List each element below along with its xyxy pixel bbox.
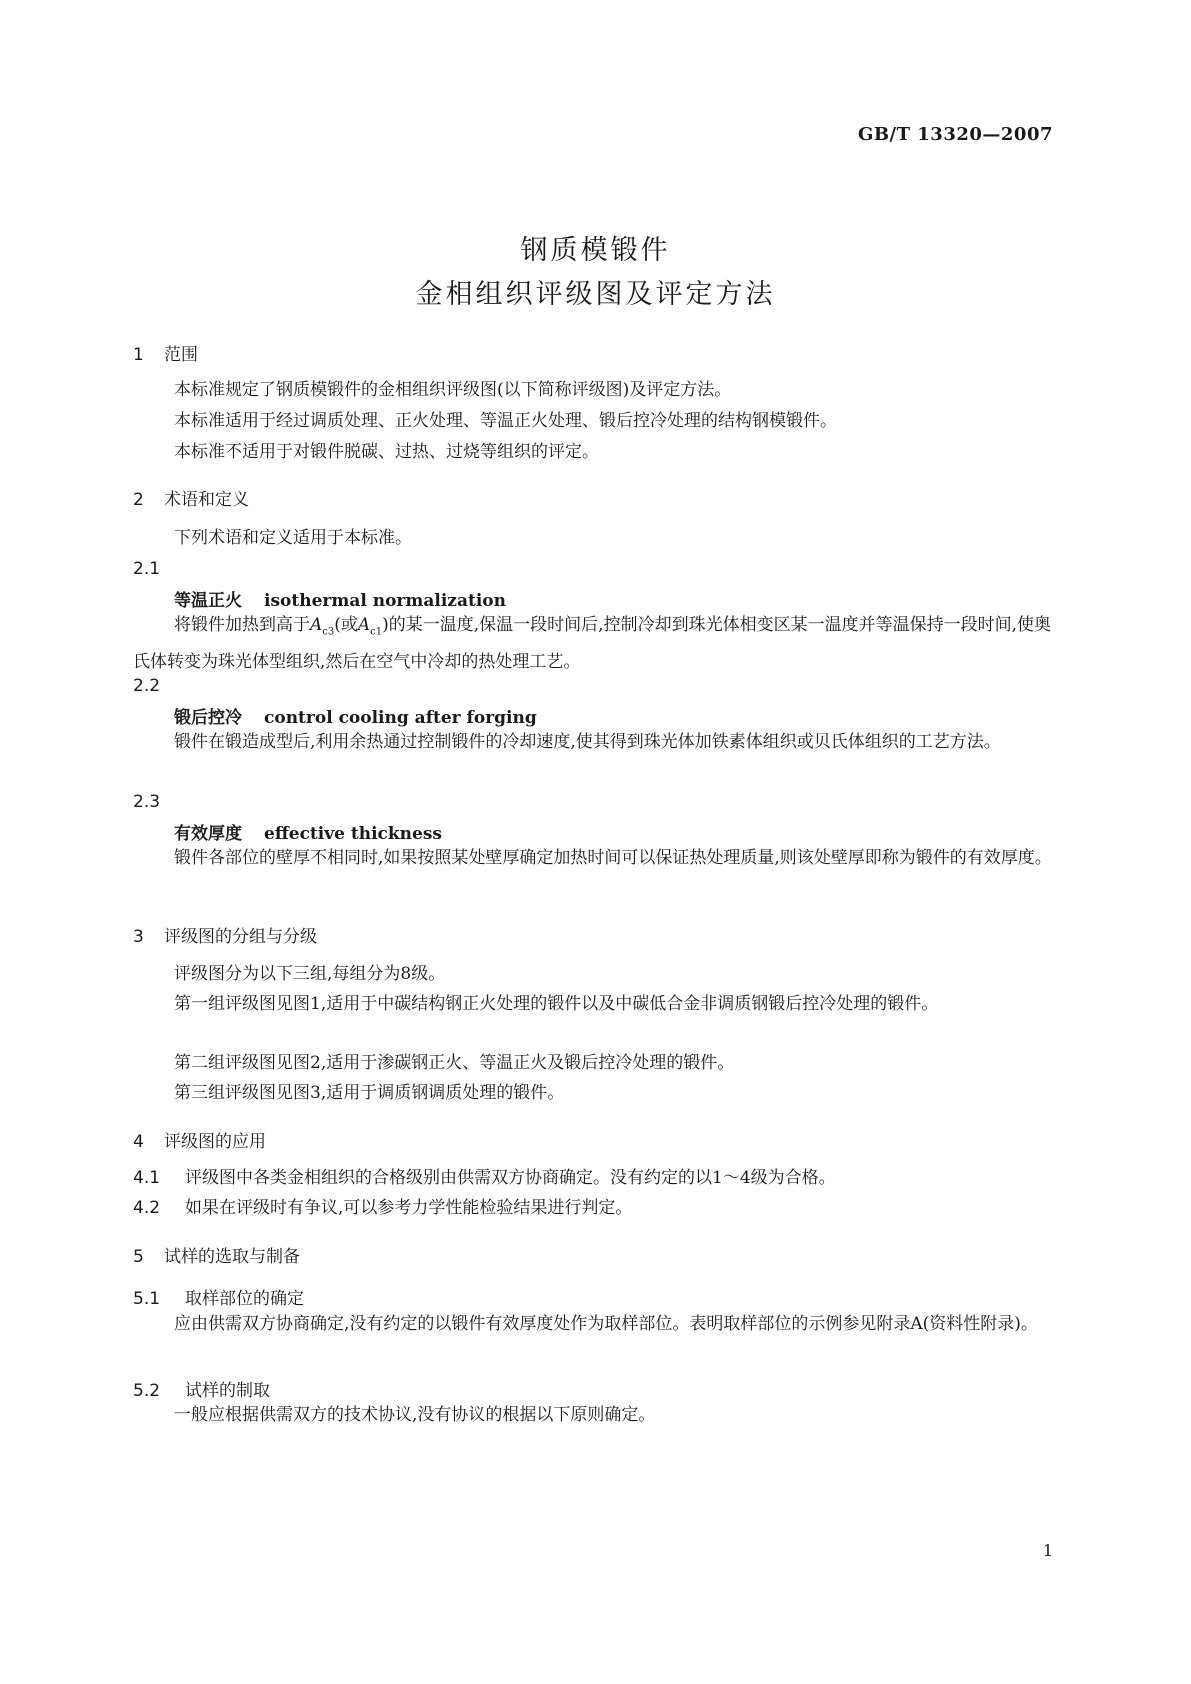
clause-2-2-number: 2.2	[133, 676, 161, 696]
clause-text: 如果在评级时有争议,可以参考力学性能检验结果进行判定。	[185, 1198, 633, 1218]
section-number: 5	[133, 1247, 144, 1267]
definition-2-2: 锻件在锻造成型后,利用余热通过控制锻件的冷却速度,使其得到珠光体加铁素体组织或贝氏体组织的工艺方法。	[174, 732, 1001, 752]
section-2-heading	[133, 485, 249, 510]
term-2-3	[174, 819, 442, 844]
symbol-letter: A	[357, 615, 371, 635]
subsection-title: 试样的制取	[185, 1381, 270, 1401]
section-title: 范围	[164, 345, 198, 365]
symbol-letter: A	[310, 615, 323, 635]
definition-2-3: 锻件各部位的壁厚不相同时,如果按照某处壁厚确定加热时间可以保证热处理质量,则该处壁厚即称为锻件的有效厚度。	[174, 848, 1052, 868]
symbol-ac1	[357, 615, 383, 638]
section-1-heading	[133, 340, 198, 365]
section-5-heading	[133, 1242, 300, 1267]
subsection-number: 5.1	[133, 1289, 161, 1309]
section-number: 2	[133, 490, 144, 510]
subsection-5-1-heading	[133, 1284, 304, 1309]
section-2-intro: 下列术语和定义适用于本标准。	[174, 528, 412, 548]
subsection-5-2-heading	[133, 1376, 270, 1401]
clause-4-1	[133, 1163, 1058, 1194]
section-number: 3	[133, 927, 144, 947]
section-title: 评级图的分组与分级	[164, 927, 317, 947]
term-chinese: 锻后控冷	[174, 708, 242, 728]
subsection-5-1-paragraph: 应由供需双方协商确定,没有约定的以锻件有效厚度处作为取样部位。表明取样部位的示例参见附录A(资料性附录)。	[174, 1314, 1038, 1334]
section-3-heading	[133, 922, 317, 947]
section-1-paragraph-3: 本标准不适用于对锻件脱碳、过热、过烧等组织的评定。	[174, 442, 599, 462]
term-2-2	[174, 703, 537, 728]
clause-text: 评级图中各类金相组织的合格级别由供需双方协商确定。没有约定的以1～4级为合格。	[185, 1168, 836, 1188]
section-1-paragraph-2: 本标准适用于经过调质处理、正火处理、等温正火处理、锻后控冷处理的结构钢模锻件。	[174, 411, 837, 431]
document-title-line2: 金相组织评级图及评定方法	[415, 279, 776, 310]
section-title: 试样的选取与制备	[164, 1247, 300, 1267]
term-english: effective thickness	[264, 824, 442, 844]
symbol-subscript: c3	[322, 626, 335, 638]
term-chinese: 有效厚度	[174, 824, 242, 844]
clause-2-3-number: 2.3	[133, 792, 161, 812]
section-3-paragraph-4: 第三组评级图见图3,适用于调质钢调质处理的锻件。	[174, 1083, 565, 1103]
clause-number: 4.1	[133, 1168, 161, 1188]
section-number: 4	[133, 1132, 144, 1152]
clause-4-2	[133, 1193, 1058, 1224]
standard-code: GB/T 13320—2007	[857, 124, 1053, 145]
section-title: 评级图的应用	[164, 1132, 266, 1152]
document-title-line1: 钢质模锻件	[520, 235, 671, 266]
section-title: 术语和定义	[164, 490, 249, 510]
definition-text: (或	[334, 615, 358, 635]
definition-text: 将锻件加热到高于	[174, 615, 310, 635]
term-english: isothermal normalization	[264, 591, 506, 611]
page-number: 1	[1042, 1541, 1053, 1560]
section-number: 1	[133, 345, 144, 365]
term-2-1	[174, 586, 506, 611]
subsection-5-2-paragraph: 一般应根据供需双方的技术协议,没有协议的根据以下原则确定。	[174, 1405, 656, 1425]
section-3-paragraph-2: 第一组评级图见图1,适用于中碳结构钢正火处理的锻件以及中碳低合金非调质钢锻后控冷处理的锻件。	[174, 994, 939, 1014]
clause-number: 4.2	[133, 1198, 161, 1218]
symbol-subscript: c1	[370, 626, 383, 638]
symbol-ac3	[310, 615, 335, 638]
section-3-paragraph-3: 第二组评级图见图2,适用于渗碳钢正火、等温正火及锻后控冷处理的锻件。	[174, 1053, 735, 1073]
clause-2-1-number: 2.1	[133, 559, 161, 579]
subsection-title: 取样部位的确定	[185, 1289, 304, 1309]
definition-2-1	[133, 610, 1058, 678]
section-3-paragraph-1: 评级图分为以下三组,每组分为8级。	[174, 964, 446, 984]
term-english: control cooling after forging	[264, 708, 537, 728]
subsection-number: 5.2	[133, 1381, 161, 1401]
section-1-paragraph-1: 本标准规定了钢质模锻件的金相组织评级图(以下简称评级图)及评定方法。	[174, 380, 732, 400]
definition-text: )的某一温度,保温一段时间后,控制冷却到珠光体相变区某一温度并等温保持一段时间,使奥氏体转变为珠光体型组织,然后在空气中冷却的热处理工艺。	[133, 615, 1051, 673]
term-chinese: 等温正火	[174, 591, 242, 611]
section-4-heading	[133, 1127, 266, 1152]
